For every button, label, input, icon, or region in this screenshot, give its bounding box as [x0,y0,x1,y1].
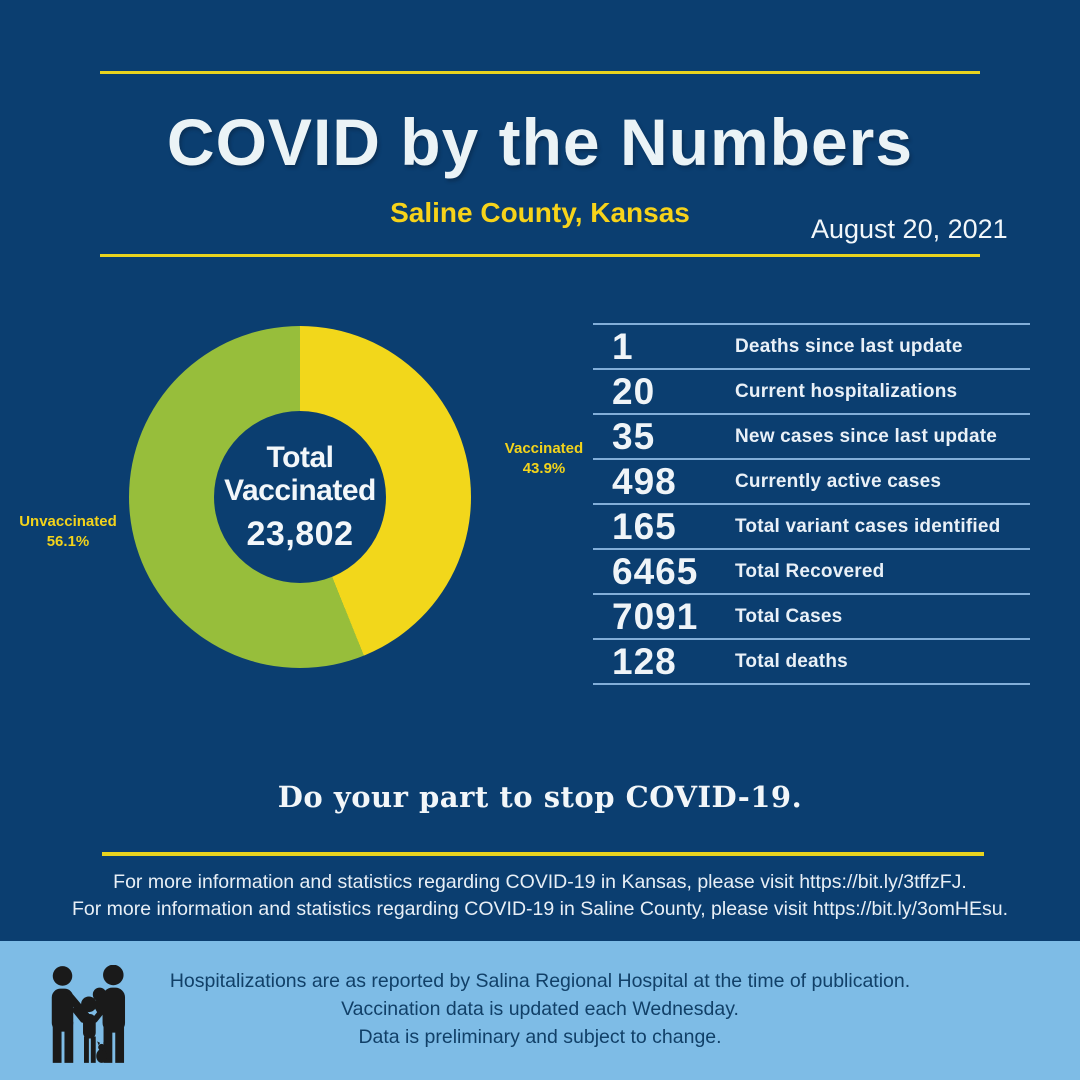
stat-label: Total deaths [735,650,848,672]
stat-value: 165 [612,505,677,547]
stat-value: 20 [612,370,656,412]
stats-table [593,323,1030,685]
vaccinated-label-pct: 43.9% [522,460,566,477]
stat-row [593,503,1030,548]
stat-label: Deaths since last update [735,335,963,357]
unvaccinated-slice-label [8,512,128,552]
stat-row [593,413,1030,458]
donut-center [214,411,386,583]
stat-value: 6465 [612,550,699,592]
stat-label: Current hospitalizations [735,380,958,402]
stat-label: Currently active cases [735,470,942,492]
call-to-action: Do your part to stop COVID-19. [277,780,803,814]
footer-band [0,941,1080,1080]
stat-row [593,458,1030,503]
stat-row [593,368,1030,413]
stat-label: Total variant cases identified [735,515,1001,537]
stat-row [593,638,1030,685]
info-links [0,869,1080,923]
stat-label: New cases since last update [735,425,998,447]
disclaimer-text [0,967,1080,1051]
donut-center-line1: Total [266,440,334,474]
stat-row [593,593,1030,638]
donut-center-line2: Vaccinated [224,473,376,507]
info-link-saline: For more information and statistics regarding COVID-19 in Saline County, please visit https://bit.ly/3omHEsu. [71,898,1009,920]
stat-value: 7091 [612,595,699,637]
info-link-kansas: For more information and statistics regarding COVID-19 in Kansas, please visit https://bit.ly/3tffzFJ. [113,871,967,893]
top-divider [100,71,980,74]
header-divider [100,254,980,257]
page-title: COVID by the Numbers [166,105,914,179]
page-subtitle: Saline County, Kansas [390,197,690,228]
disclaimer-line3: Data is preliminary and subject to change. [358,1026,722,1048]
stat-value: 1 [612,325,634,367]
unvaccinated-label-text: Unvaccinated [19,513,117,530]
vaccinated-slice-label [488,439,600,479]
stat-label: Total Recovered [735,560,885,582]
report-date: August 20, 2021 [811,214,1008,244]
unvaccinated-label-pct: 56.1% [46,533,90,550]
footer-divider [102,852,984,856]
stat-row [593,323,1030,368]
vaccination-donut-chart [129,326,471,668]
disclaimer-line2: Vaccination data is updated each Wednesday. [341,998,739,1020]
donut-center-value: 23,802 [246,514,354,553]
stat-value: 128 [612,640,677,682]
vaccinated-label-text: Vaccinated [504,440,584,457]
stat-row [593,548,1030,593]
disclaimer-line1: Hospitalizations are as reported by Salina Regional Hospital at the time of publication. [169,970,911,992]
stat-label: Total Cases [735,605,843,627]
stat-value: 498 [612,460,677,502]
stat-value: 35 [612,415,656,457]
